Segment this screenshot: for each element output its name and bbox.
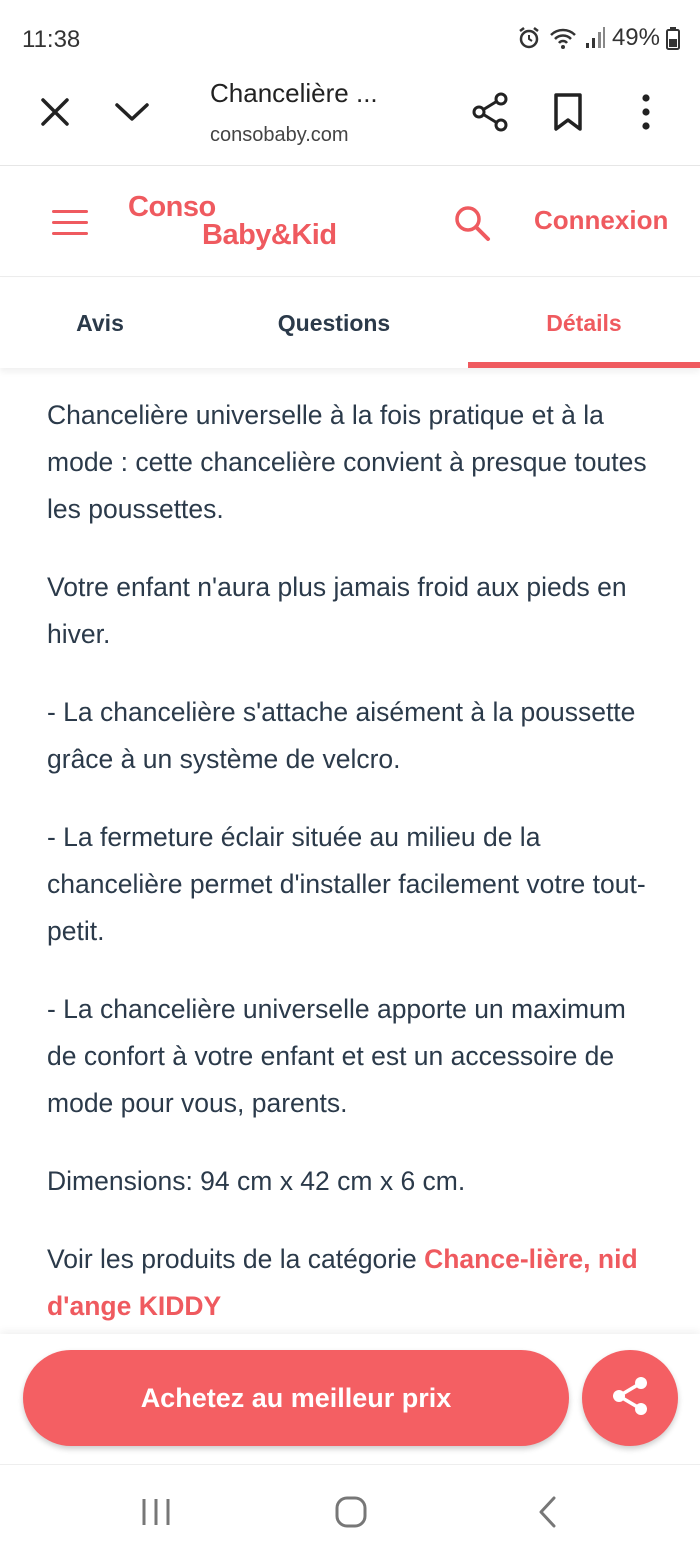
- share-icon[interactable]: [462, 84, 518, 140]
- category-link[interactable]: Chance-lière, nid d'ange KIDDY: [47, 1244, 638, 1321]
- status-icons: [516, 24, 680, 52]
- menu-icon[interactable]: [44, 199, 96, 245]
- active-tab-indicator: [468, 362, 700, 368]
- search-icon[interactable]: [446, 197, 498, 249]
- battery-icon: [666, 26, 680, 50]
- detail-paragraph: - La chancelière s'attache aisément à la poussette grâce à un système de velcro.: [47, 697, 636, 774]
- detail-paragraph: Votre enfant n'aura plus jamais froid aux pieds en hiver.: [47, 572, 627, 649]
- bookmark-icon[interactable]: [540, 84, 596, 140]
- detail-paragraph: Chancelière universelle à la fois pratique et à la mode : cette chancelière convient à presque toutes les poussettes.: [47, 400, 647, 524]
- chevron-down-icon[interactable]: [104, 84, 160, 140]
- status-time: 11:38: [22, 26, 81, 53]
- share-button[interactable]: [582, 1350, 678, 1446]
- site-header: [0, 167, 700, 277]
- battery-text: 49%: [611, 24, 660, 51]
- more-vert-icon[interactable]: [618, 84, 674, 140]
- page-title[interactable]: Chancelière ...: [210, 78, 378, 108]
- logo-bottom: Baby&Kid: [202, 219, 337, 251]
- signal-icon: [584, 26, 606, 50]
- alarm-icon: [516, 25, 542, 51]
- tab-details[interactable]: Détails: [546, 309, 622, 336]
- buy-button[interactable]: Achetez au meilleur prix: [23, 1350, 569, 1446]
- close-icon[interactable]: [27, 84, 83, 140]
- detail-paragraph: - La fermeture éclair située au milieu de la chancelière permet d'installer facilement votre tout-petit.: [47, 822, 646, 946]
- system-nav-bar: [0, 1464, 700, 1556]
- page-url[interactable]: consobaby.com: [210, 124, 349, 146]
- category-paragraph: [47, 1236, 657, 1330]
- share-icon: [610, 1375, 650, 1422]
- dimensions-paragraph: Dimensions: 94 cm x 42 cm x 6 cm.: [47, 1166, 466, 1196]
- category-prefix: Voir les produits de la catégorie: [47, 1244, 425, 1274]
- wifi-icon: [548, 25, 578, 51]
- recent-apps-icon[interactable]: [126, 1487, 186, 1537]
- back-icon[interactable]: [518, 1487, 578, 1537]
- site-logo[interactable]: [128, 191, 368, 255]
- home-icon[interactable]: [321, 1487, 381, 1537]
- logo-top: Conso: [128, 191, 216, 223]
- tab-avis[interactable]: Avis: [76, 309, 124, 336]
- tab-bar: [0, 278, 700, 368]
- product-details: [47, 392, 657, 1330]
- login-link[interactable]: Connexion: [534, 205, 669, 235]
- browser-toolbar: [0, 60, 700, 166]
- tab-questions[interactable]: Questions: [277, 309, 391, 336]
- action-bar: [0, 1334, 700, 1464]
- detail-paragraph: - La chancelière universelle apporte un maximum de confort à votre enfant et est un accessoire de mode pour vous, parents.: [47, 994, 626, 1118]
